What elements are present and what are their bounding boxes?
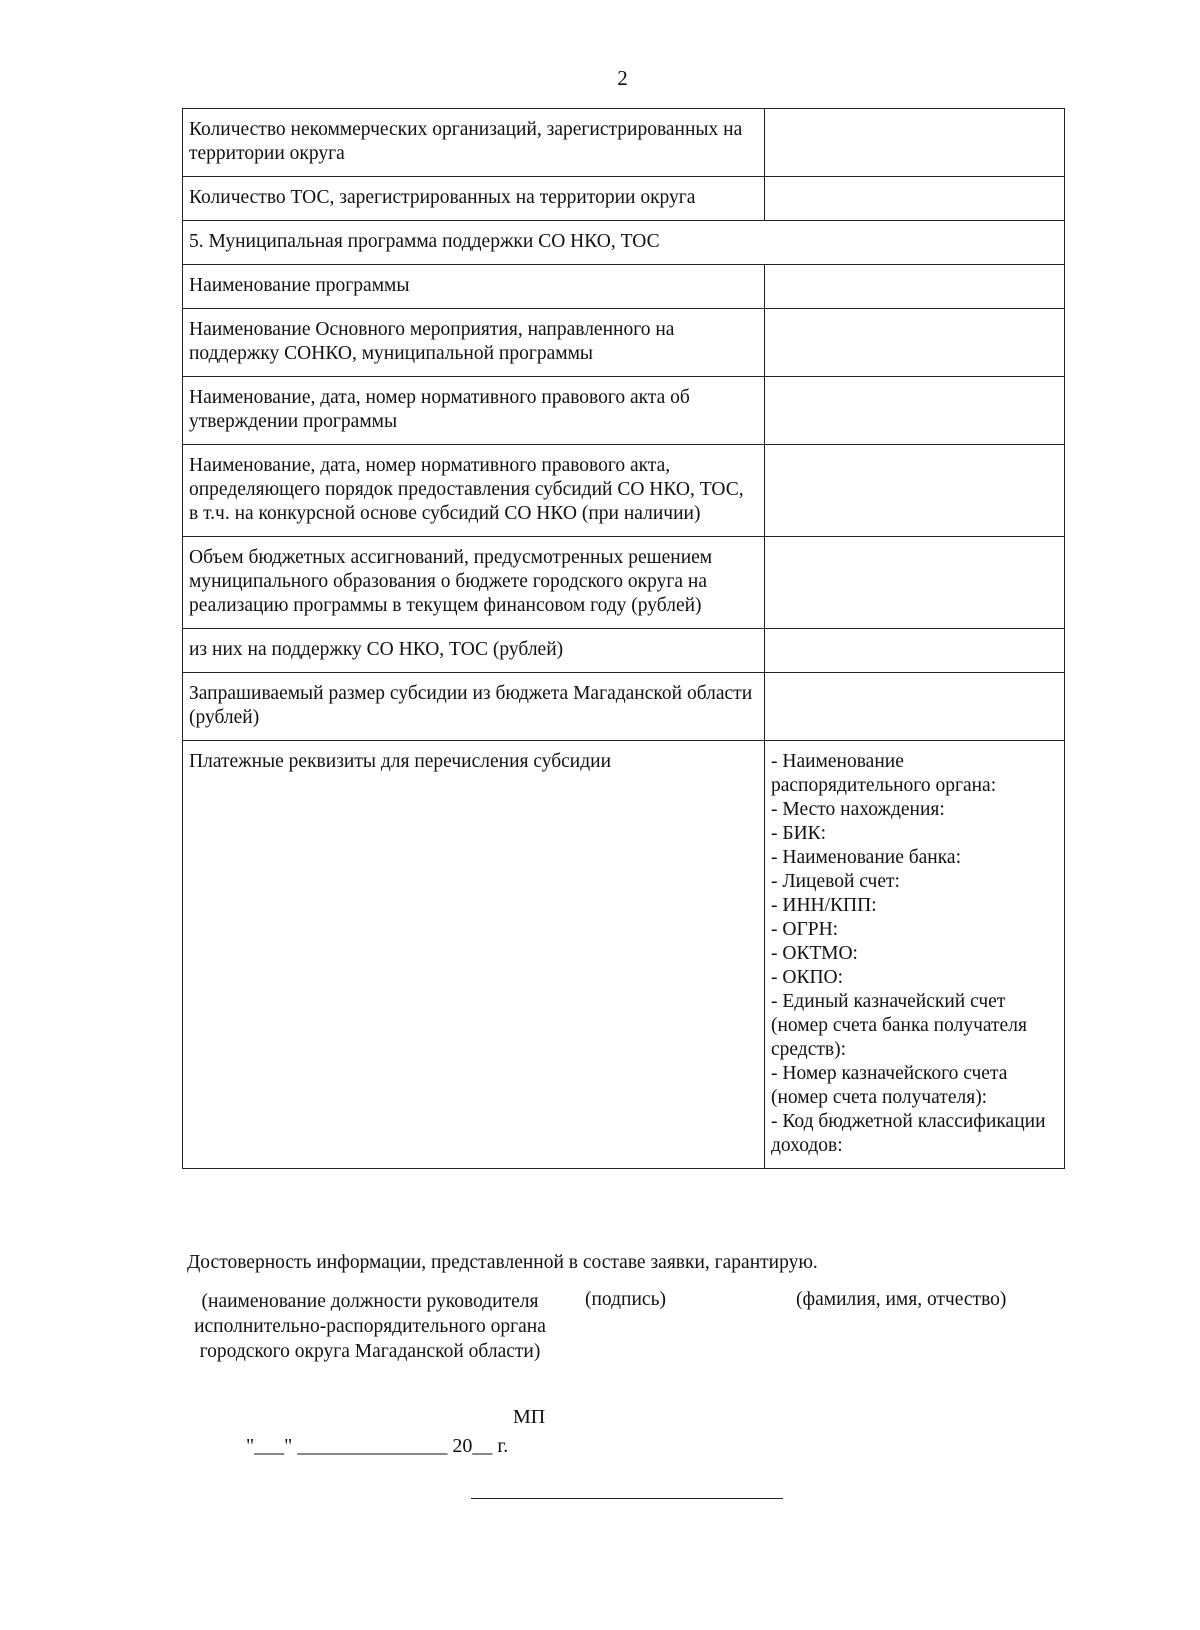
row-label-main-event: Наименование Основного мероприятия, направленного на поддержку СОНКО, муниципальной программы [183, 309, 765, 377]
full-name-caption: (фамилия, имя, отчество) [796, 1289, 1007, 1310]
row-value-nko-count [765, 109, 1065, 177]
row-value-tos-count [765, 177, 1065, 221]
row-value-approval-act [765, 377, 1065, 445]
payment-requisites-list [765, 741, 1065, 1169]
date-line: "___" _______________ 20__ г. [246, 1435, 509, 1457]
table-row [183, 741, 1065, 1169]
requisite-authority-name: - Наименование распорядительного органа: [771, 751, 997, 796]
row-label-tos-count: Количество ТОС, зарегистрированных на территории округа [183, 177, 765, 221]
requisite-personal-account: - Лицевой счет: [771, 871, 900, 892]
table-row [183, 673, 1065, 741]
requisite-bank-name: - Наименование банка: [771, 847, 961, 868]
requisite-budget-classification-code: - Код бюджетной классификации доходов: [771, 1111, 1046, 1156]
requisite-ogrn: - ОГРН: [771, 919, 839, 940]
row-label-nko-support-amount: из них на поддержку СО НКО, ТОС (рублей) [183, 629, 765, 673]
table-row [183, 377, 1065, 445]
row-label-nko-count: Количество некоммерческих организаций, зарегистрированных на территории округа [183, 109, 765, 177]
row-label-subsidy-procedure-act: Наименование, дата, номер нормативного правового акта, определяющего порядок предоставления субсидий СО НКО, ТОС, в т.ч. на конкурсной основе субсидий СО НКО (при наличии) [183, 445, 765, 537]
guarantee-statement: Достоверность информации, представленной в составе заявки, гарантирую. [187, 1252, 818, 1273]
table-row [183, 221, 1065, 265]
row-label-payment-requisites: Платежные реквизиты для перечисления субсидии [183, 741, 765, 1169]
table-row [183, 309, 1065, 377]
page-number: 2 [617, 66, 628, 90]
requisite-oktmo: - ОКТМО: [771, 943, 858, 964]
requisite-bik: - БИК: [771, 823, 827, 844]
table-row [183, 177, 1065, 221]
row-value-program-name [765, 265, 1065, 309]
row-label-approval-act: Наименование, дата, номер нормативного правового акта об утверждении программы [183, 377, 765, 445]
table-row [183, 537, 1065, 629]
row-label-requested-subsidy: Запрашиваемый размер субсидии из бюджета Магаданской области (рублей) [183, 673, 765, 741]
row-value-budget-allocation [765, 537, 1065, 629]
stamp-placeholder: МП [513, 1406, 546, 1428]
row-value-main-event [765, 309, 1065, 377]
row-value-nko-support-amount [765, 629, 1065, 673]
bottom-divider [471, 1498, 783, 1499]
requisite-okpo: - ОКПО: [771, 967, 844, 988]
table-row [183, 265, 1065, 309]
table-row [183, 445, 1065, 537]
row-label-budget-allocation: Объем бюджетных ассигнований, предусмотренных решением муниципального образования о бюджете городского округа на реализацию программы в текущем финансовом году (рублей) [183, 537, 765, 629]
signature-caption: (подпись) [585, 1289, 666, 1310]
position-caption: (наименование должности руководителя исполнительно-распорядительного органа городского округа Магаданской области) [194, 1291, 546, 1362]
requisite-location: - Место нахождения: [771, 799, 945, 820]
application-form-table [182, 108, 1065, 1169]
section-heading: 5. Муниципальная программа поддержки СО НКО, ТОС [183, 221, 1065, 265]
requisite-treasury-account-number: - Номер казначейского счета (номер счета получателя): [771, 1063, 1008, 1108]
row-label-program-name: Наименование программы [183, 265, 765, 309]
requisite-inn-kpp: - ИНН/КПП: [771, 895, 877, 916]
table-row [183, 629, 1065, 673]
row-value-subsidy-procedure-act [765, 445, 1065, 537]
table-row [183, 109, 1065, 177]
requisite-single-treasury-account: - Единый казначейский счет (номер счета банка получателя средств): [771, 991, 1027, 1060]
row-value-requested-subsidy [765, 673, 1065, 741]
